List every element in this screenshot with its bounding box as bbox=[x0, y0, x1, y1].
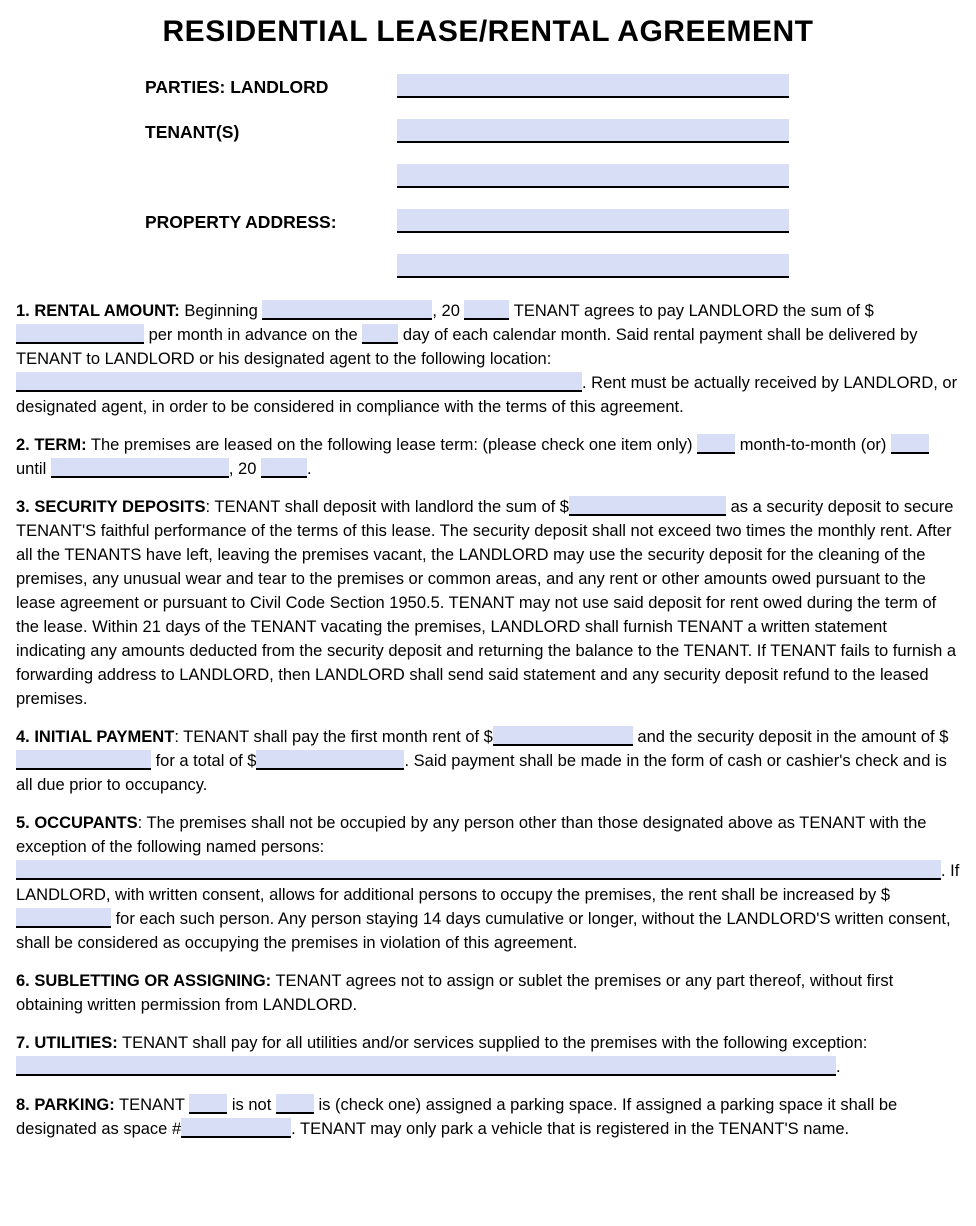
section-text: for each such person. Any person staying 14 days cumulative or longer, without the LANDLORD'S written consent, shall be considered as occupying the premises in violation of this agreement. bbox=[16, 910, 951, 952]
section-heading: 4. INITIAL PAYMENT bbox=[16, 728, 175, 746]
section-text: . Rent must be actually received by LANDLORD, or designated agent, in order to be considered in compliance with the terms of this agreement. bbox=[16, 374, 958, 416]
section-text: TENANT agrees not to assign or sublet the premises or any part thereof, without first obtaining written permission from LANDLORD. bbox=[16, 972, 894, 1014]
section-heading: 2. TERM: bbox=[16, 436, 87, 454]
section-text: TENANT agrees to pay LANDLORD the sum of $ bbox=[509, 302, 874, 320]
section-heading: 5. OCCUPANTS bbox=[16, 814, 138, 832]
section-heading: 8. PARKING: bbox=[16, 1096, 115, 1114]
section-text: The premises are leased on the following lease term: (please check one item only) bbox=[86, 436, 698, 454]
form-field-blank[interactable] bbox=[493, 726, 633, 746]
section-text: : TENANT shall deposit with landlord the sum of $ bbox=[205, 498, 569, 516]
section-heading: 6. SUBLETTING OR ASSIGNING: bbox=[16, 972, 272, 990]
section-text: month-to-month (or) bbox=[735, 436, 891, 454]
form-field-blank[interactable] bbox=[16, 372, 582, 392]
document-title: RESIDENTIAL LEASE/RENTAL AGREEMENT bbox=[162, 15, 814, 48]
form-field-blank[interactable] bbox=[261, 458, 307, 478]
party-field-input[interactable] bbox=[397, 119, 789, 143]
section-text: , 20 bbox=[432, 302, 465, 320]
form-field-blank[interactable] bbox=[16, 860, 941, 880]
party-row bbox=[145, 254, 960, 278]
party-row bbox=[145, 164, 960, 188]
form-field-blank[interactable] bbox=[16, 908, 111, 928]
section-text: . bbox=[836, 1058, 841, 1076]
form-field-blank[interactable] bbox=[569, 496, 726, 516]
section-text: : The premises shall not be occupied by any person other than those designated above as TENANT with the exception of the following named persons: bbox=[16, 814, 927, 856]
form-field-blank[interactable] bbox=[181, 1118, 291, 1138]
form-field-blank[interactable] bbox=[16, 750, 151, 770]
section-security-deposits bbox=[16, 495, 960, 711]
section-text: : TENANT shall pay the first month rent of $ bbox=[174, 728, 493, 746]
form-field-blank[interactable] bbox=[256, 750, 404, 770]
form-field-blank[interactable] bbox=[51, 458, 229, 478]
section-text: . TENANT may only park a vehicle that is registered in the TENANT'S name. bbox=[291, 1120, 850, 1138]
party-field-input[interactable] bbox=[397, 254, 789, 278]
form-field-blank[interactable] bbox=[276, 1094, 314, 1114]
party-row bbox=[145, 119, 960, 143]
form-field-blank[interactable] bbox=[16, 324, 144, 344]
section-text: . Said payment shall be made in the form of cash or cashier's check and is all due prior to occupancy. bbox=[16, 752, 947, 794]
section-initial-payment bbox=[16, 725, 960, 797]
section-text: . bbox=[306, 460, 312, 478]
section-text: until bbox=[16, 460, 51, 478]
party-row bbox=[145, 209, 960, 233]
section-text: TENANT shall pay for all utilities and/or services supplied to the premises with the following exception: bbox=[117, 1034, 868, 1052]
party-field-input[interactable] bbox=[397, 164, 789, 188]
section-occupants bbox=[16, 811, 960, 955]
section-text: per month in advance on the bbox=[144, 326, 363, 344]
party-label: TENANT(S) bbox=[145, 122, 240, 142]
form-field-blank[interactable] bbox=[262, 300, 432, 320]
section-heading: 3. SECURITY DEPOSITS bbox=[16, 498, 206, 516]
section-text: TENANT bbox=[114, 1096, 190, 1114]
section-text: , 20 bbox=[228, 460, 261, 478]
sections bbox=[16, 299, 960, 1141]
section-heading: 1. RENTAL AMOUNT: bbox=[16, 302, 180, 320]
form-field-blank[interactable] bbox=[891, 434, 929, 454]
section-utilities bbox=[16, 1031, 960, 1079]
section-text: is (check one) assigned a parking space. If assigned a parking space it shall be designated as space # bbox=[16, 1096, 898, 1138]
party-field-input[interactable] bbox=[397, 74, 789, 98]
parties-block bbox=[145, 74, 960, 278]
form-field-blank[interactable] bbox=[362, 324, 398, 344]
form-field-blank[interactable] bbox=[189, 1094, 227, 1114]
section-parking bbox=[16, 1093, 960, 1141]
party-label: PARTIES: LANDLORD bbox=[145, 77, 329, 97]
form-field-blank[interactable] bbox=[464, 300, 509, 320]
form-field-blank[interactable] bbox=[697, 434, 735, 454]
party-field-input[interactable] bbox=[397, 209, 789, 233]
form-field-blank[interactable] bbox=[16, 1056, 836, 1076]
section-heading: 7. UTILITIES: bbox=[16, 1034, 118, 1052]
section-text: day of each calendar month. Said rental payment shall be delivered by TENANT to LANDLORD or his designated agent to the following location: bbox=[16, 326, 918, 368]
section-term bbox=[16, 433, 960, 481]
section-subletting-or-assigning bbox=[16, 969, 960, 1017]
section-text: for a total of $ bbox=[151, 752, 257, 770]
section-text: Beginning bbox=[179, 302, 263, 320]
section-text: . If LANDLORD, with written consent, allows for additional persons to occupy the premises, the rent shall be increased by $ bbox=[16, 862, 960, 904]
section-text: and the security deposit in the amount of $ bbox=[632, 728, 949, 746]
party-row bbox=[145, 74, 960, 98]
section-text: is not bbox=[227, 1096, 276, 1114]
section-text: as a security deposit to secure TENANT'S faithful performance of the terms of this lease. The security deposit shall not exceed two times the monthly rent. After all the TENANTS have left, leaving the premises vacant, the LANDLORD may use the security deposit for the cleaning of the premises, any unusual wear and tear to the premises or common areas, and any rent or other amounts owed pursuant to the lease agreement or pursuant to Civil Code Section 1950.5. TENANT may not use said deposit for rent owed during the term of the lease. Within 21 days of the TENANT vacating the premises, LANDLORD shall furnish TENANT a written statement indicating any amounts deducted from the security deposit and returning the balance to the TENANT. If TENANT fails to furnish a forwarding address to LANDLORD, then LANDLORD shall send said statement and any security deposit refund to the leased premises. bbox=[16, 498, 957, 708]
party-label: PROPERTY ADDRESS: bbox=[145, 212, 337, 232]
section-rental-amount bbox=[16, 299, 960, 419]
